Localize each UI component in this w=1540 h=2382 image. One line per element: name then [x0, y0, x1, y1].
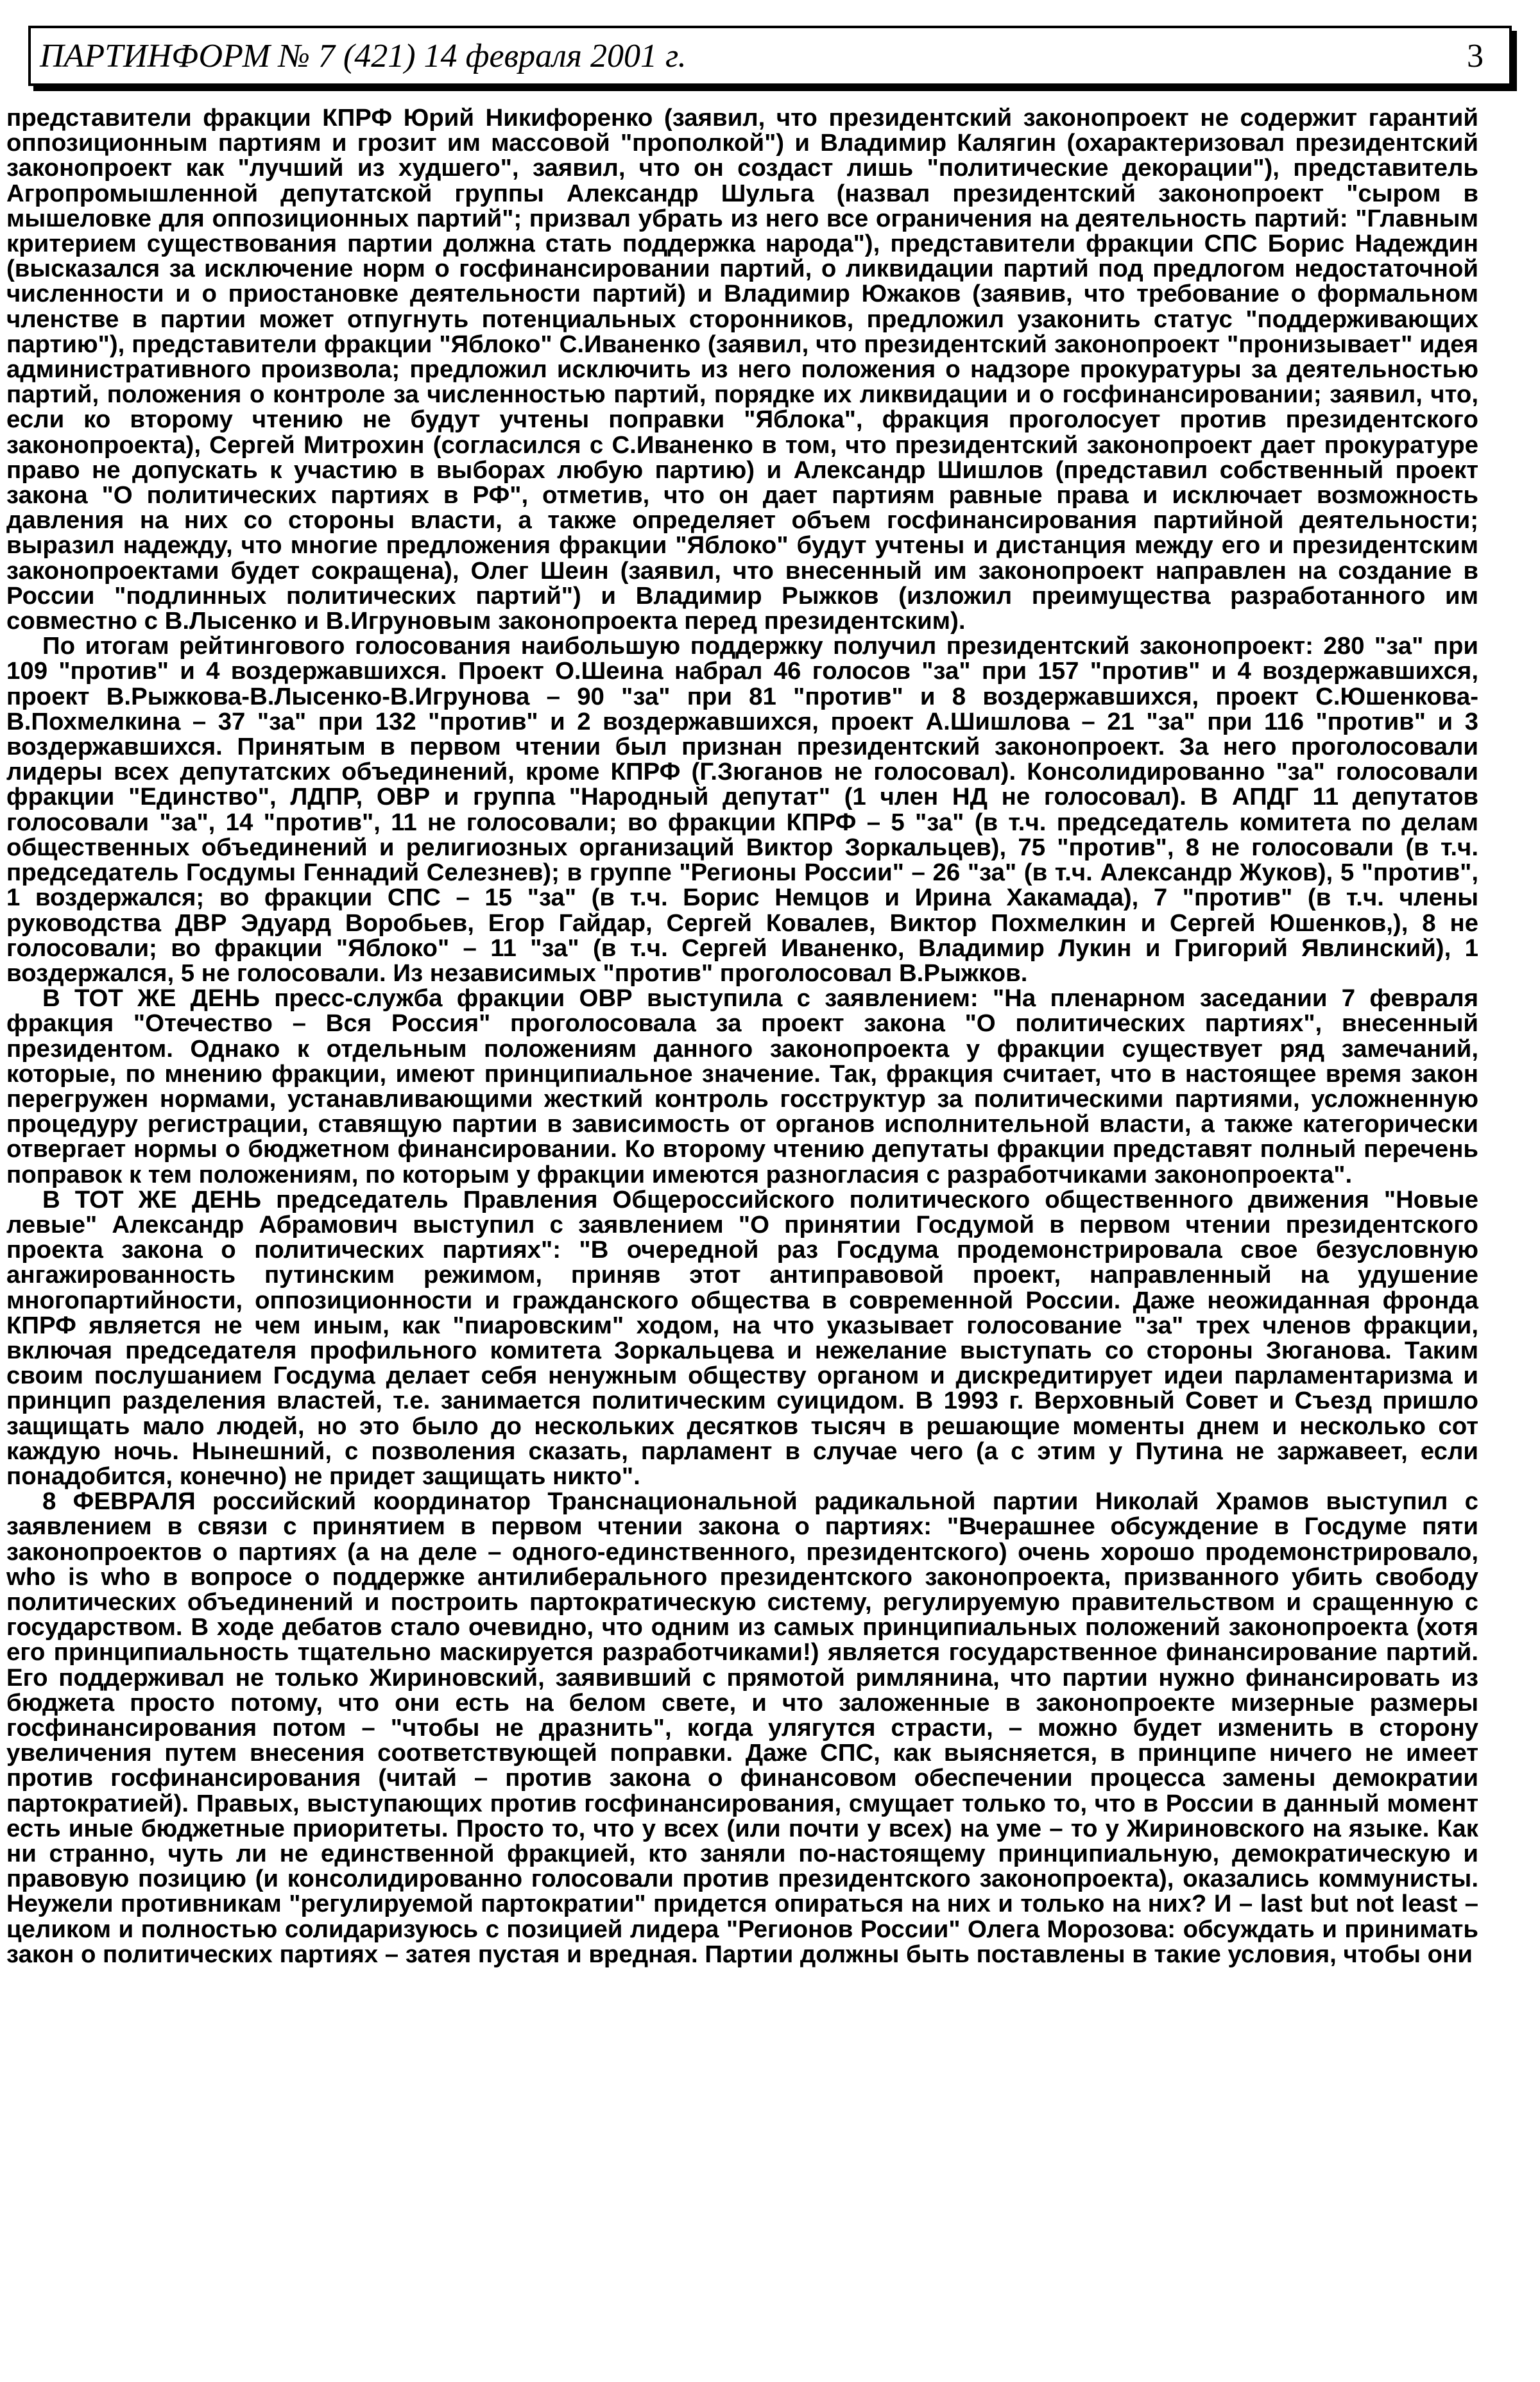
- paragraph-1-text: представители фракции КПРФ Юрий Никифоренко (заявил, что президентский законопроект не содержит гарантий оппозиционным партиям и грозит им массовой "прополкой") и Владимир Калягин (охарактеризовал президентский законопроект как "лучший из худшего", заявил, что он создаст лишь "политические декорации"), представитель Агропромышленной депутатской группы Александр Шульга (назвал президентский законопроект "сыром в мышеловке для оппозиционных партий"; призвал убрать из него все ограничения на деятельность партий: "Главным критерием существования партии должна стать поддержка народа"), представители фракции СПС Борис Надеждин (высказался за исключение норм о госфинансировании партий, о ликвидации партий под предлогом недостаточной численности и о приостановке деятельности партий) и Владимир Южаков (заявив, что требование о формальном членстве в партии может отпугнуть потенциальных сторонников, предложил узаконить статус "поддерживающих партию"), представители фракции "Яблоко" С.Иваненко (заявил, что президентский законопроект "пронизывает" идея административного произвола; предложил исключить из него положения о надзоре прокуратуры за деятельностью партий, положения о контроле за численностью партий, порядке их ликвидации и о госфинансировании; заявил, что, если ко второму чтению не будут учтены поправки "Яблока", фракция проголосует против президентского законопроекта), Сергей Митрохин (согласился с С.Иваненко в том, что президентский законопроект дает прокуратуре право не допускать к участию в выборах любую партию) и Александр Шишлов (представил собственный проект закона "О политических партиях в РФ", отметив, что он дает партиям равные права и исключает возможность давления на них со стороны власти, а также определяет объем госфинансирования партийной деятельности; выразил надежду, что многие предложения фракции "Яблоко" будут учтены и дистанция между его и президентским законопроектами будет сокращена), Олег Шеин (заявил, что внесенный им законопроект направлен на создание в России "подлинных политических партий") и Владимир Рыжков (изложил преимущества разработанного им совместно с В.Лысенко и В.Игруновым законопроекта перед президентским).: [6, 104, 1478, 635]
- page-number: 3: [1467, 38, 1484, 74]
- paragraph-5: [6, 1489, 1478, 1967]
- header-title: ПАРТИНФОРМ № 7 (421) 14 февраля 2001 г.: [40, 38, 687, 74]
- paragraph-4: [6, 1187, 1478, 1489]
- paragraph-2: [6, 633, 1478, 986]
- paragraph-4-lead: В ТОТ ЖЕ ДЕНЬ: [42, 1185, 262, 1213]
- paragraph-3: [6, 986, 1478, 1187]
- article-body: [6, 105, 1478, 1967]
- page-header: [28, 26, 1512, 86]
- paragraph-5-text: российский координатор Транснациональной радикальной партии Николай Храмов выступил с заявлением в связи с принятием в первом чтении закона о партиях: "Вчерашнее обсуждение в Госдуме пяти законопроектов о партиях (а на деле – одного-единственного, президентского) очень хорошо продемонстрировало, who is who в вопросе о поддержке антилиберального президентского законопроекта, призванного убить свободу политических объединений и построить партократическую систему, регулируемую правительством и сращенную с государством. В ходе дебатов стало очевидно, что одним из самых принципиальных положений законопроекта (хотя его принципиальность тщательно маскируется разработчиками!) является государственное финансирование партий. Его поддерживал не только Жириновский, заявивший с прямотой римлянина, что партии нужно финансировать из бюджета просто потому, что они есть на белом свете, и что заложенные в законопроекте мизерные размеры госфинансирования потом – "чтобы не дразнить", когда улягутся страсти, – можно будет изменить в сторону увеличения путем внесения соответствующей поправки. Даже СПС, как выясняется, в принципе ничего не имеет против госфинансирования (читай – против закона о финансовом обеспечении процесса замены демократии партократией). Правых, выступающих против госфинансирования, смущает только то, что в России в данный момент есть иные бюджетные приоритеты. Просто то, что у всех (или почти у всех) на уме – то у Жириновского на языке. Как ни странно, чуть ли не единственной фракцией, кто заняли по-настоящему принципиальную, демократическую и правовую позицию (и консолидированно голосовали против президентского законопроекта), оказались коммунисты. Неужели противникам "регулируемой партократии" придется опираться на них и только на них? И – last but not least – целиком и полностью солидаризуюсь с позицией лидера "Регионов России" Олега Морозова: обсуждать и принимать закон о политических партиях – затея пустая и вредная. Партии должны быть поставлены в такие условия, чтобы они: [6, 1487, 1478, 1968]
- paragraph-5-lead: 8 ФЕВРАЛЯ: [42, 1487, 196, 1516]
- paragraph-4-text: председатель Правления Общероссийского политического общественного движения "Новые левые" Александр Абрамович выступил с заявлением "О принятии Госдумой в первом чтении президентского проекта закона о политических партиях": "В очередной раз Госдума продемонстрировала свое безусловную ангажированность путинским режимом, приняв этот антиправовой проект, направленный на удушение многопартийности, оппозиционности и гражданского общества в современной России. Даже неожиданная фронда КПРФ является не чем иным, как "пиаровским" ходом, на что указывает голосование "за" трех членов фракции, включая председателя профильного комитета Зоркальцева и нежелание выступать со стороны Зюганова. Таким своим послушанием Госдума делает себя ненужным обществу органом и дискредитирует идеи парламентаризма и принцип разделения властей, т.е. занимается политическим суицидом. В 1993 г. Верховный Совет и Съезд пришло защищать мало людей, но это было до нескольких десятков тысяч в решающие моменты днем и несколько сот каждую ночь. Нынешний, с позволения сказать, парламент в случае чего (а с этим у Путина не заржавеет, если понадобится, конечно) не придет защищать никто".: [6, 1185, 1478, 1490]
- paragraph-2-text: По итогам рейтингового голосования наибольшую поддержку получил президентский законопроект: 280 "за" при 109 "против" и 4 воздержавшихся. Проект О.Шеина набрал 46 голосов "за" при 157 "против" и 4 воздержавшихся, проект В.Рыжкова-В.Лысенко-В.Игрунова – 90 "за" при 81 "против" и 8 воздержавшихся, проект С.Юшенкова-В.Похмелкина – 37 "за" при 132 "против" и 2 воздержавшихся, проект А.Шишлова – 21 "за" при 116 "против" и 3 воздержавшихся. Принятым в первом чтении был признан президентский законопроект. За него проголосовали лидеры всех депутатских объединений, кроме КПРФ (Г.Зюганов не голосовал). Консолидированно "за" голосовали фракции "Единство", ЛДПР, ОВР и группа "Народный депутат" (1 член НД не голосовал). В АПДГ 11 депутатов голосовали "за", 14 "против", 11 не голосовали; во фракции КПРФ – 5 "за" (в т.ч. председатель комитета по делам общественных объединений и религиозных организаций Виктор Зоркальцев), 75 "против", 8 не голосовали (в т.ч. председатель Госдумы Геннадий Селезнев); в группе "Регионы России" – 26 "за" (в т.ч. Александр Жуков), 5 "против", 1 воздержался; во фракции СПС – 15 "за" (в т.ч. Борис Немцов и Ирина Хакамада), 7 "против" (в т.ч. члены руководства ДВР Эдуард Воробьев, Егор Гайдар, Сергей Ковалев, Виктор Похмелкин и Сергей Юшенков,), 8 не голосовали; во фракции "Яблоко" – 11 "за" (в т.ч. Сергей Иваненко, Владимир Лукин и Григорий Явлинский), 1 воздержался, 5 не голосовали. Из независимых "против" проголосовал В.Рыжков.: [6, 632, 1478, 987]
- paragraph-3-lead: В ТОТ ЖЕ ДЕНЬ: [42, 984, 260, 1013]
- paragraph-1: [6, 105, 1478, 633]
- paragraph-3-text: пресс-служба фракции ОВР выступила с заявлением: "На пленарном заседании 7 февраля фракция "Отечество – Вся Россия" проголосовала за проект закона "О политических партиях", внесенный президентом. Однако к отдельным положениям данного законопроекта у фракции существует ряд замечаний, которые, по мнению фракции, имеют принципиальное значение. Так, фракция считает, что в настоящее время закон перегружен нормами, устанавливающими жесткий контроль госструктур за политическими партиями, усложненную процедуру регистрации, ставящую партии в зависимость от органов исполнительной власти, а также категорически отвергает нормы о бюджетном финансировании. Ко второму чтению депутаты фракции представят полный перечень поправок к тем положениям, по которым у фракции имеются разногласия с разработчиками законопроекта".: [6, 984, 1478, 1188]
